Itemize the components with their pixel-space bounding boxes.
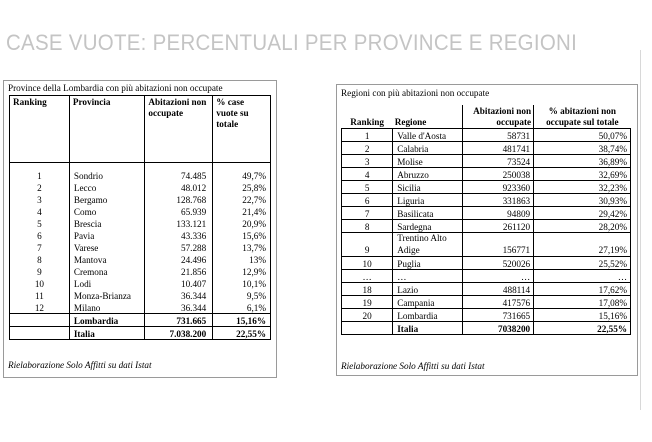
- cell-provincia: Mantova: [69, 253, 145, 265]
- province-table-header: [10, 96, 271, 163]
- divider-line: [640, 50, 641, 410]
- province-table: [9, 95, 271, 340]
- cell-abitazioni: 731665: [463, 309, 534, 322]
- cell-abitazioni: 488114: [463, 283, 534, 296]
- cell-ranking: 6: [10, 229, 70, 241]
- table-row: [342, 233, 631, 257]
- table-row: [10, 193, 271, 205]
- cell-ranking: [10, 314, 70, 327]
- table-row: [342, 181, 631, 194]
- cell-ranking: 1: [342, 129, 393, 142]
- cell-provincia: Lombardia: [69, 314, 145, 327]
- cell-abitazioni: 133.121: [145, 217, 213, 229]
- table-row: [342, 220, 631, 233]
- cell-percent: 13%: [213, 253, 271, 265]
- region-table-header: [342, 105, 631, 129]
- cell-ranking: 7: [10, 241, 70, 253]
- cell-ranking: [342, 322, 393, 335]
- cell-ranking: 9: [10, 265, 70, 277]
- cell-ranking: 4: [342, 168, 393, 181]
- province-table-panel: [3, 80, 277, 378]
- cell-abitazioni: 10.407: [145, 277, 213, 289]
- cell-regione: Molise: [393, 155, 463, 168]
- cell-regione: Abruzzo: [393, 168, 463, 181]
- cell-provincia: Lodi: [69, 277, 145, 289]
- header-ranking: Ranking: [10, 96, 70, 163]
- cell-percent: 15,16%: [213, 314, 271, 327]
- table-row: [10, 217, 271, 229]
- cell-ranking: 8: [342, 220, 393, 233]
- cell-percent: 29,42%: [534, 207, 631, 220]
- cell-percent: 27,19%: [534, 233, 631, 257]
- cell-ranking: 8: [10, 253, 70, 265]
- table-row: [342, 129, 631, 142]
- table-row: [10, 301, 271, 314]
- cell-abitazioni: 65.939: [145, 205, 213, 217]
- table-row: [342, 168, 631, 181]
- cell-abitazioni: 94809: [463, 207, 534, 220]
- cell-percent: 22,7%: [213, 193, 271, 205]
- cell-ranking: 2: [342, 142, 393, 155]
- cell-abitazioni: 261120: [463, 220, 534, 233]
- cell-percent: 28,20%: [534, 220, 631, 233]
- table-row: [10, 181, 271, 193]
- cell-provincia: Como: [69, 205, 145, 217]
- cell-abitazioni: …: [463, 270, 534, 283]
- region-table-caption: Regioni con più abitazioni non occupate: [341, 88, 490, 98]
- cell-provincia: Cremona: [69, 265, 145, 277]
- total-row: [10, 314, 271, 327]
- cell-percent: 10,1%: [213, 277, 271, 289]
- table-row: [10, 241, 271, 253]
- cell-abitazioni: 21.856: [145, 265, 213, 277]
- cell-provincia: Milano: [69, 301, 145, 314]
- cell-provincia: Varese: [69, 241, 145, 253]
- cell-abitazioni: 58731: [463, 129, 534, 142]
- table-row: [10, 205, 271, 217]
- header-provincia: Provincia: [69, 96, 145, 163]
- cell-ranking: …: [342, 270, 393, 283]
- total-row: [10, 327, 271, 340]
- cell-percent: 25,52%: [534, 257, 631, 270]
- cell-percent: 32,23%: [534, 181, 631, 194]
- cell-regione: Campania: [393, 296, 463, 309]
- cell-regione: Sicilia: [393, 181, 463, 194]
- table-row: [10, 265, 271, 277]
- cell-abitazioni: 481741: [463, 142, 534, 155]
- table-row: [342, 142, 631, 155]
- cell-percent: 22,55%: [213, 327, 271, 340]
- table-row: [10, 253, 271, 265]
- cell-abitazioni: 417576: [463, 296, 534, 309]
- table-row: [10, 229, 271, 241]
- cell-regione: Basilicata: [393, 207, 463, 220]
- cell-percent: 20,9%: [213, 217, 271, 229]
- cell-percent: 49,7%: [213, 169, 271, 181]
- cell-abitazioni: 43.336: [145, 229, 213, 241]
- cell-percent: 15,6%: [213, 229, 271, 241]
- cell-ranking: 6: [342, 194, 393, 207]
- table-row: [342, 194, 631, 207]
- cell-ranking: 5: [10, 217, 70, 229]
- table-row: [10, 277, 271, 289]
- cell-provincia: Monza-Brianza: [69, 289, 145, 301]
- table-row: [342, 155, 631, 168]
- cell-ranking: 7: [342, 207, 393, 220]
- cell-regione: Lazio: [393, 283, 463, 296]
- cell-provincia: Bergamo: [69, 193, 145, 205]
- cell-abitazioni: 923360: [463, 181, 534, 194]
- cell-provincia: Sondrio: [69, 169, 145, 181]
- cell-regione: …: [393, 270, 463, 283]
- cell-abitazioni: 36.344: [145, 289, 213, 301]
- cell-percent: 6,1%: [213, 301, 271, 314]
- province-table-note: Rielaborazione Solo Affitti su dati Istat: [8, 360, 152, 370]
- cell-ranking: 4: [10, 205, 70, 217]
- table-row: [342, 309, 631, 322]
- cell-abitazioni: 128.768: [145, 193, 213, 205]
- cell-ranking: 3: [10, 193, 70, 205]
- region-table-note: Rielaborazione Solo Affitti su dati Istat: [341, 361, 485, 371]
- cell-abitazioni: 74.485: [145, 169, 213, 181]
- cell-percent: 17,62%: [534, 283, 631, 296]
- header-abitazioni: Abitazioni non occupate: [145, 96, 213, 163]
- cell-percent: 36,89%: [534, 155, 631, 168]
- cell-ranking: 12: [10, 301, 70, 314]
- cell-provincia: Lecco: [69, 181, 145, 193]
- cell-percent: 38,74%: [534, 142, 631, 155]
- cell-ranking: 5: [342, 181, 393, 194]
- cell-ranking: 11: [10, 289, 70, 301]
- cell-ranking: 2: [10, 181, 70, 193]
- cell-percent: 32,69%: [534, 168, 631, 181]
- cell-abitazioni: 156771: [463, 233, 534, 257]
- cell-percent: 21,4%: [213, 205, 271, 217]
- cell-regione: Valle d'Aosta: [393, 129, 463, 142]
- cell-ranking: 20: [342, 309, 393, 322]
- cell-provincia: Pavia: [69, 229, 145, 241]
- region-table: [341, 105, 631, 335]
- table-row: [342, 283, 631, 296]
- cell-percent: 9,5%: [213, 289, 271, 301]
- cell-ranking: [10, 327, 70, 340]
- cell-ranking: 3: [342, 155, 393, 168]
- cell-percent: 17,08%: [534, 296, 631, 309]
- table-row: [342, 296, 631, 309]
- cell-ranking: 9: [342, 233, 393, 257]
- cell-abitazioni: 7038200: [463, 322, 534, 335]
- cell-ranking: 18: [342, 283, 393, 296]
- header-percent: % case vuote su totale: [213, 96, 271, 163]
- cell-regione: Liguria: [393, 194, 463, 207]
- cell-percent: …: [534, 270, 631, 283]
- cell-abitazioni: 57.288: [145, 241, 213, 253]
- table-row: [10, 289, 271, 301]
- cell-regione: Puglia: [393, 257, 463, 270]
- cell-abitazioni: 331863: [463, 194, 534, 207]
- province-table-caption: Province della Lombardia con più abitazioni non occupate: [8, 83, 223, 93]
- header-regione: Regione: [394, 116, 427, 127]
- page-title: CASE VUOTE: PERCENTUALI PER PROVINCE E REGIONI: [6, 30, 578, 55]
- header-percent: % abitazioni non occupate sul totale: [546, 106, 619, 127]
- cell-abitazioni: 731.665: [145, 314, 213, 327]
- cell-percent: 25,8%: [213, 181, 271, 193]
- cell-ranking: 1: [10, 169, 70, 181]
- cell-abitazioni: 24.496: [145, 253, 213, 265]
- cell-abitazioni: 7.038.200: [145, 327, 213, 340]
- header-abitazioni: Abitazioni non occupate: [463, 105, 534, 129]
- cell-abitazioni: 48.012: [145, 181, 213, 193]
- cell-percent: 13,7%: [213, 241, 271, 253]
- header-ranking: Ranking: [350, 116, 384, 127]
- cell-regione: Italia: [393, 322, 463, 335]
- cell-ranking: 10: [10, 277, 70, 289]
- cell-regione: Sardegna: [393, 220, 463, 233]
- cell-abitazioni: 520026: [463, 257, 534, 270]
- table-row: [342, 270, 631, 283]
- table-row: [10, 169, 271, 181]
- cell-provincia: Italia: [69, 327, 145, 340]
- cell-percent: 15,16%: [534, 309, 631, 322]
- table-row: [342, 257, 631, 270]
- region-table-panel: [336, 84, 638, 376]
- cell-ranking: 19: [342, 296, 393, 309]
- cell-regione: Lombardia: [393, 309, 463, 322]
- cell-regione: Trentino Alto Adige: [393, 233, 463, 257]
- cell-percent: 12,9%: [213, 265, 271, 277]
- cell-abitazioni: 250038: [463, 168, 534, 181]
- cell-ranking: 10: [342, 257, 393, 270]
- total-row: [342, 322, 631, 335]
- cell-percent: 50,07%: [534, 129, 631, 142]
- cell-provincia: Brescia: [69, 217, 145, 229]
- cell-percent: 22,55%: [534, 322, 631, 335]
- cell-percent: 30,93%: [534, 194, 631, 207]
- table-row: [342, 207, 631, 220]
- cell-abitazioni: 73524: [463, 155, 534, 168]
- cell-regione: Calabria: [393, 142, 463, 155]
- cell-abitazioni: 36.344: [145, 301, 213, 314]
